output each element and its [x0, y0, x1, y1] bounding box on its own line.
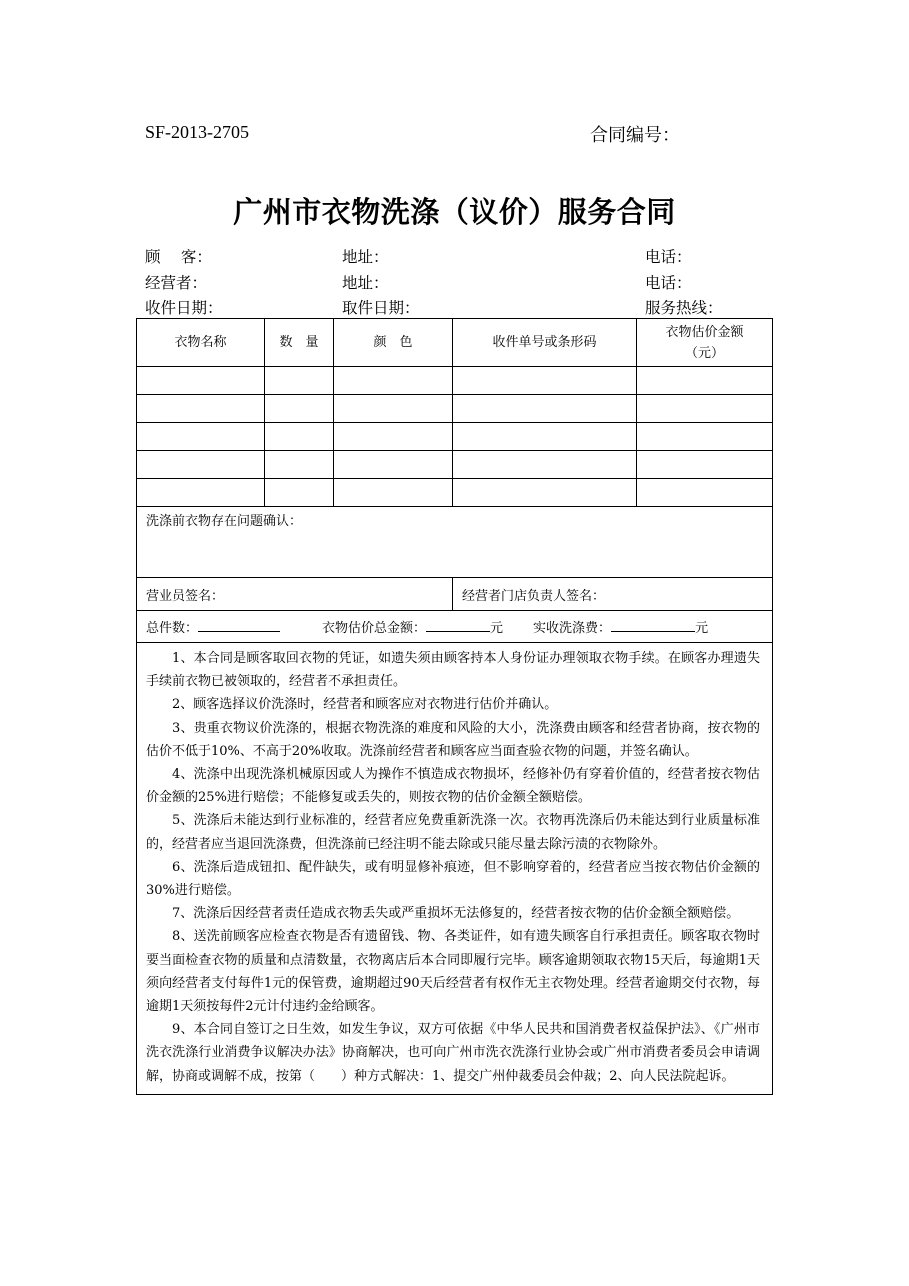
total-value-field[interactable] — [426, 617, 490, 632]
total-count-field[interactable] — [198, 617, 280, 632]
term-6: 6、洗涤后造成钮扣、配件缺失，或有明显修补痕迹，但不影响穿着的，经营者应当按衣物估价金额的30%进行赔偿。 — [146, 859, 760, 899]
item-name-cell[interactable] — [137, 479, 265, 507]
problem-row — [137, 507, 773, 578]
operator-address-label: 地址： — [342, 274, 389, 292]
customer-phone-label: 电话： — [645, 248, 692, 266]
term-8: 8、送洗前顾客应检查衣物是否有遗留钱、物、各类证件，如有遗失顾客自行承担责任。顾客取衣物时要当面检查衣物的质量和点清数量，衣物离店后本合同即履行完毕。顾客逾期领取衣物15天后，每逾期1天须向经营者支付每件1元的保管费，逾期超过90天后经营者有权作无主衣物处理。经营者逾期交付衣物，每逾期1天须按每件2元计付违约金给顾客。 — [146, 929, 760, 1015]
barcode-cell[interactable] — [453, 451, 637, 479]
color-cell[interactable] — [334, 451, 453, 479]
quantity-cell[interactable] — [265, 395, 334, 423]
term-1: 1、本合同是顾客取回衣物的凭证，如遗失须由顾客持本人身份证办理领取衣物手续。在顾客办理遗失手续前衣物已被领取的，经营者不承担责任。 — [146, 651, 760, 690]
problem-confirmation-field[interactable] — [137, 507, 773, 578]
term-2: 2、顾客选择议价洗涤时，经营者和顾客应对衣物进行估价并确认。 — [172, 697, 558, 713]
totals-cell — [137, 611, 773, 643]
item-name-cell[interactable] — [137, 451, 265, 479]
table-row — [137, 451, 773, 479]
value-cell[interactable] — [637, 367, 773, 395]
color-cell[interactable] — [334, 479, 453, 507]
barcode-cell[interactable] — [453, 367, 637, 395]
total-count-label: 总件数： — [146, 621, 199, 636]
quantity-cell[interactable] — [265, 423, 334, 451]
total-value-unit: 元 — [490, 621, 504, 636]
problem-confirmation-label: 洗涤前衣物存在问题确认： — [146, 514, 303, 529]
color-cell[interactable] — [334, 367, 453, 395]
barcode-cell[interactable] — [453, 479, 637, 507]
term-5: 5、洗涤后未能达到行业标准的，经营者应免费重新洗涤一次。衣物再洗涤后仍未能达到行业质量标准的，经营者应当退回洗涤费，但洗涤前已经注明不能去除或只能尽量去除污渍的衣物除外。 — [146, 813, 760, 852]
barcode-cell[interactable] — [453, 423, 637, 451]
header-quantity: 数 量 — [265, 319, 334, 367]
header-receipt-barcode: 收件单号或条形码 — [453, 319, 637, 367]
value-cell[interactable] — [637, 423, 773, 451]
pickup-date-label: 取件日期： — [342, 299, 420, 317]
term-4: 4、洗涤中出现洗涤机械原因或人为操作不慎造成衣物损坏，经修补仍有穿着价值的，经营者按衣物估价金额的25%进行赔偿；不能修复或丢失的，则按衣物的估价金额全额赔偿。 — [146, 767, 760, 806]
term-9: 9、本合同自签订之日生效，如发生争议，双方可依据《中华人民共和国消费者权益保护法》、《广州市洗衣洗涤行业消费争议解决办法》协商解决，也可向广州市洗衣洗涤行业协会或广州市消费者委员会申请调解，协商或调解不成，按第（ ）种方式解决：1、提交广州仲裁委员会仲裁；2、向人民法院起诉。 — [146, 1022, 760, 1084]
signature-row — [137, 578, 773, 611]
item-name-cell[interactable] — [137, 395, 265, 423]
term-3: 3、贵重衣物议价洗涤的，根据衣物洗涤的难度和风险的大小，洗涤费由顾客和经营者协商，按衣物的估价不低于10%、不高于20%收取。洗涤前经营者和顾客应当面查验衣物的问题，并签名确认。 — [146, 720, 760, 759]
service-hotline-label: 服务热线： — [645, 299, 723, 317]
term-7: 7、洗涤后因经营者责任造成衣物丢失或严重损坏无法修复的，经营者按衣物的估价金额全额赔偿。 — [172, 906, 740, 922]
item-name-cell[interactable] — [137, 367, 265, 395]
table-row — [137, 395, 773, 423]
barcode-cell[interactable] — [453, 395, 637, 423]
terms-section — [137, 643, 773, 1095]
contract-form-table — [136, 318, 773, 1095]
contract-number: SF-2013-2705 — [145, 122, 250, 142]
operator-label: 经营者： — [145, 274, 208, 292]
contract-id-label: 合同编号： — [590, 125, 680, 146]
actual-fee-field[interactable] — [611, 617, 695, 632]
header-estimated-value-unit: （元） — [684, 345, 724, 361]
info-row-operator — [145, 271, 775, 293]
item-name-cell[interactable] — [137, 423, 265, 451]
terms-row — [137, 643, 773, 1095]
salesperson-signature-label: 营业员签名： — [146, 588, 225, 604]
color-cell[interactable] — [334, 423, 453, 451]
header-item-name: 衣物名称 — [137, 319, 265, 367]
value-cell[interactable] — [637, 479, 773, 507]
header-estimated-value — [637, 319, 773, 367]
total-value-label: 衣物估价总金额： — [322, 621, 427, 636]
table-row — [137, 367, 773, 395]
header-color: 颜 色 — [334, 319, 453, 367]
receive-date-label: 收件日期： — [145, 299, 223, 317]
actual-fee-unit: 元 — [695, 621, 709, 636]
table-row — [137, 479, 773, 507]
quantity-cell[interactable] — [265, 479, 334, 507]
customer-address-label: 地址： — [342, 248, 389, 266]
operator-phone-label: 电话： — [645, 274, 692, 292]
value-cell[interactable] — [637, 451, 773, 479]
customer-label: 顾 客： — [145, 248, 212, 266]
actual-fee-label: 实收洗涤费： — [533, 621, 612, 636]
quantity-cell[interactable] — [265, 451, 334, 479]
info-row-customer — [145, 245, 775, 267]
page-title: 广州市衣物洗涤（议价）服务合同 — [233, 195, 676, 229]
header-estimated-value-label: 衣物估价金额 — [665, 324, 744, 340]
totals-row — [137, 611, 773, 643]
manager-signature-field[interactable] — [453, 578, 773, 611]
value-cell[interactable] — [637, 395, 773, 423]
quantity-cell[interactable] — [265, 367, 334, 395]
salesperson-signature-field[interactable] — [137, 578, 453, 611]
manager-signature-label: 经营者门店负责人签名： — [462, 588, 606, 604]
color-cell[interactable] — [334, 395, 453, 423]
table-row — [137, 423, 773, 451]
table-header-row — [137, 319, 773, 367]
info-row-dates — [145, 296, 775, 318]
